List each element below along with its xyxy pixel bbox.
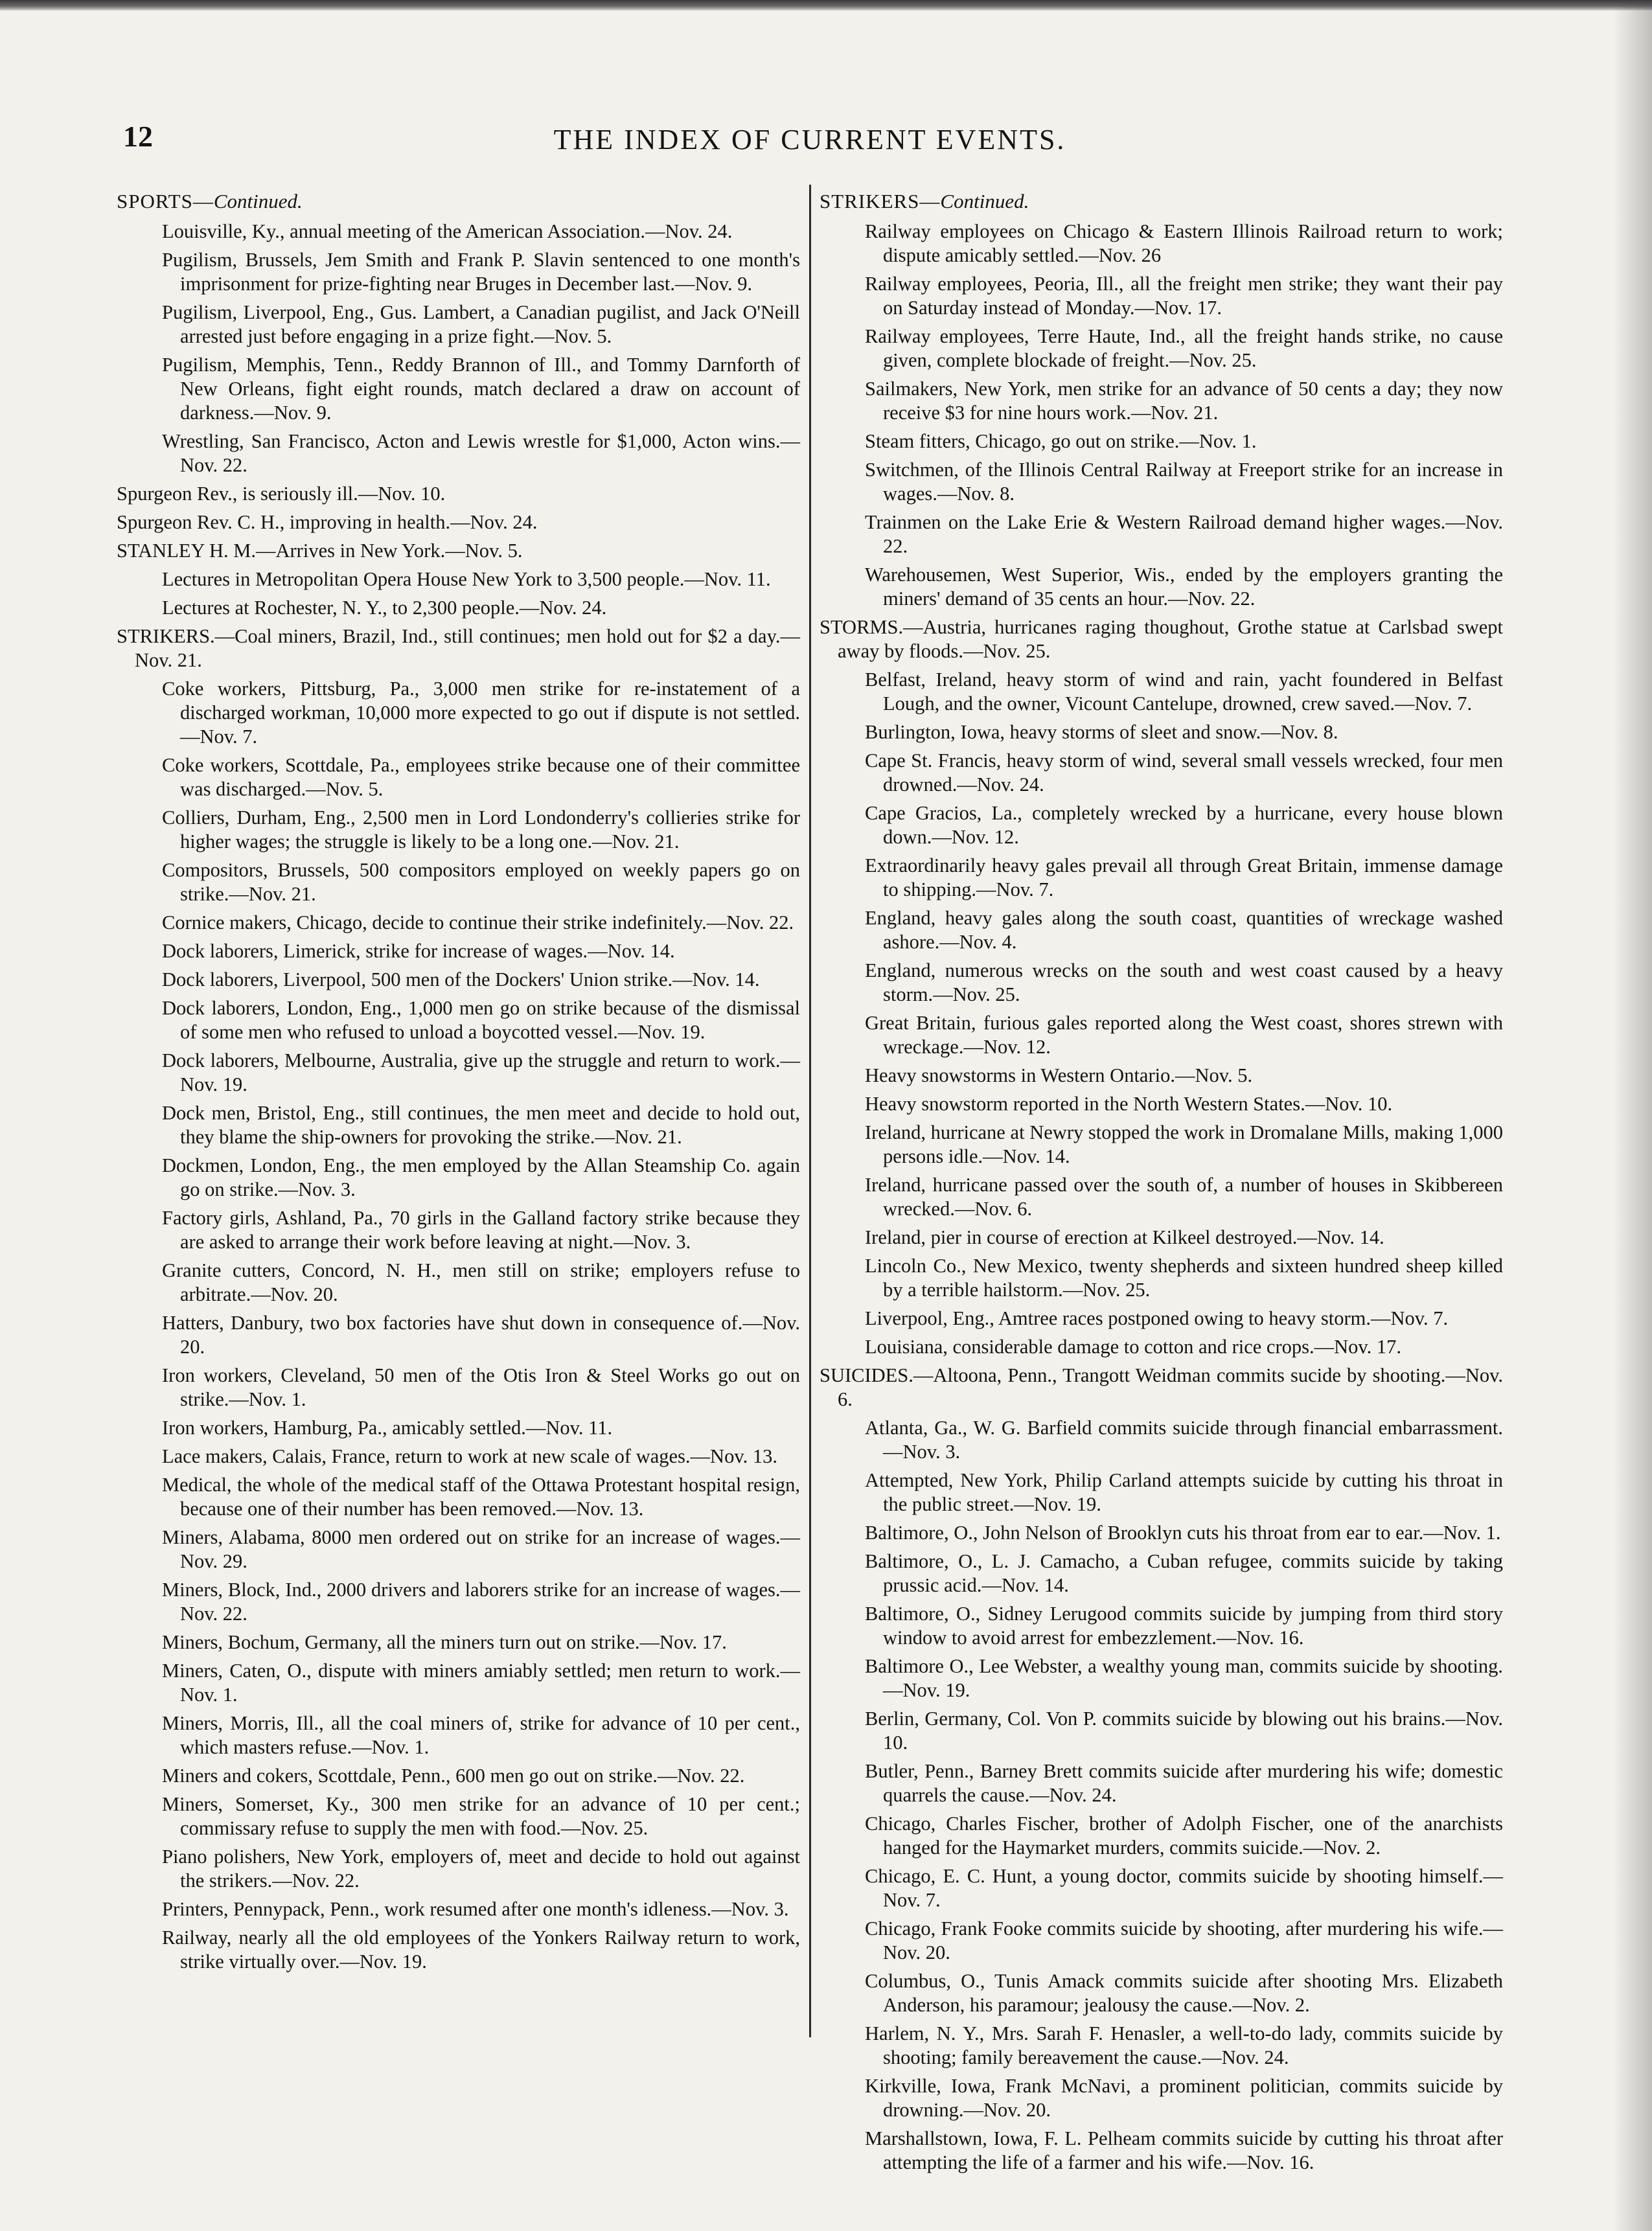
index-entry: Columbus, O., Tunis Amack commits suicide after shooting Mrs. Elizabeth Anderson, his paramour; jealousy the cause.—Nov. 2. [865,1970,1503,2016]
index-entry: Trainmen on the Lake Erie & Western Railroad demand higher wages.—Nov. 22. [865,511,1503,557]
right-column [820,189,1503,2179]
index-entry: Ireland, pier in course of erection at Kilkeel destroyed.—Nov. 14. [865,1226,1384,1248]
index-entry: Railway employees on Chicago & Eastern Illinois Railroad return to work; dispute amicably settled.—Nov. 26 [865,220,1503,266]
index-entry: Dock laborers, Liverpool, 500 men of the Dockers' Union strike.—Nov. 14. [162,968,760,990]
index-entry: Cape Gracios, La., completely wrecked by a hurricane, every house blown down.—Nov. 12. [865,802,1503,848]
index-entry: Pugilism, Brussels, Jem Smith and Frank P. Slavin sentenced to one month's imprisonment for prize-fighting near Bruges in December last.—Nov. 9. [162,249,800,295]
index-entry: Baltimore, O., John Nelson of Brooklyn cuts his throat from ear to ear.—Nov. 1. [865,1522,1501,1544]
index-entry: Steam fitters, Chicago, go out on strike.—Nov. 1. [865,430,1257,452]
index-entry: Compositors, Brussels, 500 compositors employed on weekly papers go on strike.—Nov. 21. [162,859,800,905]
top-border [0,0,1652,10]
left-column-heading [117,189,800,213]
index-entry: Baltimore, O., Sidney Lerugood commits suicide by jumping from third story window to avoid arrest for embezzlement.—Nov. 16. [865,1603,1503,1649]
index-entry: Miners, Somerset, Ky., 300 men strike for an advance of 10 per cent.; commissary refuse to supply the men with food.—Nov. 25. [162,1793,800,1839]
index-entry: England, numerous wrecks on the south and west coast caused by a heavy storm.—Nov. 25. [865,959,1503,1005]
index-entry: Ireland, hurricane passed over the south of, a number of houses in Skibbereen wrecked.—Nov. 6. [865,1174,1503,1220]
index-entry: Butler, Penn., Barney Brett commits suicide after murdering his wife; domestic quarrels the cause.—Nov. 24. [865,1760,1503,1806]
index-entry: Lectures at Rochester, N. Y., to 2,300 people.—Nov. 24. [162,597,607,619]
index-entry: Colliers, Durham, Eng., 2,500 men in Lord Londonderry's collieries strike for higher wages; the struggle is likely to be a long one.—Nov. 21. [162,807,800,852]
page-number: 12 [123,120,153,153]
index-entry: Spurgeon Rev., is seriously ill.—Nov. 10. [117,483,446,505]
index-entry: Great Britain, furious gales reported along the West coast, shores strewn with wreckage.—Nov. 12. [865,1012,1503,1058]
heading-continued: Continued. [213,190,303,212]
index-entry: Miners, Caten, O., dispute with miners amiably settled; men return to work.—Nov. 1. [162,1660,800,1706]
index-entry: Lace makers, Calais, France, return to work at new scale of wages.—Nov. 13. [162,1445,777,1467]
heading-category: STRIKERS— [820,190,941,212]
index-entry: Printers, Pennypack, Penn., work resumed after one month's idleness.—Nov. 3. [162,1898,789,1920]
index-entry: Baltimore O., Lee Webster, a wealthy young man, commits suicide by shooting.—Nov. 19. [865,1655,1503,1701]
index-entry: Dockmen, London, Eng., the men employed by the Allan Steamship Co. again go on strike.—Nov. 3. [162,1154,800,1200]
index-entry: Burlington, Iowa, heavy storms of sleet and snow.—Nov. 8. [865,721,1338,743]
index-entry: Chicago, Frank Fooke commits suicide by shooting, after murdering his wife.—Nov. 20. [865,1917,1503,1963]
column-divider [809,185,811,2037]
index-entry: Lincoln Co., New Mexico, twenty shepherds and sixteen hundred sheep killed by a terrible hailstorm.—Nov. 25. [865,1255,1503,1301]
index-entry: Louisiana, considerable damage to cotton and rice crops.—Nov. 17. [865,1336,1402,1358]
index-entry: STRIKERS.—Coal miners, Brazil, Ind., still continues; men hold out for $2 a day.—Nov. 21. [117,625,800,671]
index-entry: Hatters, Danbury, two box factories have shut down in consequence of.—Nov. 20. [162,1312,800,1358]
index-entry: STANLEY H. M.—Arrives in New York.—Nov. 5. [117,540,523,562]
index-entry: Switchmen, of the Illinois Central Railway at Freeport strike for an increase in wages.—Nov. 8. [865,459,1503,505]
index-entry: Railway employees, Peoria, Ill., all the freight men strike; they want their pay on Saturday instead of Monday.—Nov. 17. [865,273,1503,319]
index-entry: England, heavy gales along the south coast, quantities of wreckage washed ashore.—Nov. 4. [865,907,1503,953]
index-entry: Iron workers, Hamburg, Pa., amicably settled.—Nov. 11. [162,1417,613,1439]
index-entry: Cape St. Francis, heavy storm of wind, several small vessels wrecked, four men drowned.—Nov. 24. [865,749,1503,795]
index-entry: Chicago, Charles Fischer, brother of Adolph Fischer, one of the anarchists hanged for the Haymarket murders, commits suicide.—Nov. 2. [865,1813,1503,1859]
heading-category: SPORTS— [117,190,214,212]
index-entry: Miners, Alabama, 8000 men ordered out on strike for an increase of wages.—Nov. 29. [162,1526,800,1572]
index-entry: Extraordinarily heavy gales prevail all through Great Britain, immense damage to shipping.—Nov. 7. [865,854,1503,900]
left-column [117,189,800,1978]
index-entry: Belfast, Ireland, heavy storm of wind and rain, yacht foundered in Belfast Lough, and the owner, Vicount Cantelupe, drowned, crew saved.—Nov. 7. [865,669,1503,715]
right-column-heading [820,189,1503,213]
index-entry: Sailmakers, New York, men strike for an advance of 50 cents a day; they now receive $3 for nine hours work.—Nov. 21. [865,378,1503,424]
index-entry: SUICIDES.—Altoona, Penn., Trangott Weidman commits sucide by shooting.—Nov. 6. [820,1364,1503,1410]
index-entry: Coke workers, Pittsburg, Pa., 3,000 men strike for re-instatement of a discharged workman, 10,000 more expected to go out if dispute is not settled.—Nov. 7. [162,678,800,748]
index-entry: Kirkville, Iowa, Frank McNavi, a prominent politician, commits suicide by drowning.—Nov. 20. [865,2075,1503,2121]
index-entry: Cornice makers, Chicago, decide to continue their strike indefinitely.—Nov. 22. [162,911,794,933]
index-entry: Spurgeon Rev. C. H., improving in health.—Nov. 24. [117,511,538,533]
index-entry: Dock laborers, Limerick, strike for increase of wages.—Nov. 14. [162,940,675,962]
index-entry: Louisville, Ky., annual meeting of the American Association.—Nov. 24. [162,220,733,242]
index-entry: Medical, the whole of the medical staff of the Ottawa Protestant hospital resign, because one of their number has been removed.—Nov. 13. [162,1474,800,1520]
index-entry: Miners, Bochum, Germany, all the miners turn out on strike.—Nov. 17. [162,1631,727,1653]
index-entry: Warehousemen, West Superior, Wis., ended by the employers granting the miners' demand of 35 cents an hour.—Nov. 22. [865,564,1503,610]
index-entry: Miners, Block, Ind., 2000 drivers and laborers strike for an increase of wages.—Nov. 22. [162,1579,800,1625]
index-entry: Lectures in Metropolitan Opera House New York to 3,500 people.—Nov. 11. [162,568,771,590]
index-entry: Atlanta, Ga., W. G. Barfield commits suicide through financial embarrassment.—Nov. 3. [865,1417,1503,1463]
heading-continued: Continued. [940,190,1029,212]
index-entry: Pugilism, Liverpool, Eng., Gus. Lambert, a Canadian pugilist, and Jack O'Neill arrested just before engaging in a prize fight.—Nov. 5. [162,301,800,347]
index-entry: Pugilism, Memphis, Tenn., Reddy Brannon of Ill., and Tommy Darnforth of New Orleans, fight eight rounds, match declared a draw on account of darkness.—Nov. 9. [162,354,800,424]
index-entry: Ireland, hurricane at Newry stopped the work in Dromalane Mills, making 1,000 persons idle.—Nov. 14. [865,1121,1503,1167]
index-entry: Attempted, New York, Philip Carland attempts suicide by cutting his throat in the public street.—Nov. 19. [865,1469,1503,1515]
index-entry: Wrestling, San Francisco, Acton and Lewis wrestle for $1,000, Acton wins.—Nov. 22. [162,430,800,476]
index-entry: Liverpool, Eng., Amtree races postponed owing to heavy storm.—Nov. 7. [865,1307,1449,1329]
running-title: THE INDEX OF CURRENT EVENTS. [553,124,1066,155]
index-entry: Dock laborers, London, Eng., 1,000 men go on strike because of the dismissal of some men who refused to unload a boycotted vessel.—Nov. 19. [162,997,800,1043]
index-entry: Heavy snowstorms in Western Ontario.—Nov. 5. [865,1064,1253,1086]
page-edge-shadow [1613,0,1652,2231]
index-entry: Granite cutters, Concord, N. H., men still on strike; employers refuse to arbitrate.—Nov. 20. [162,1259,800,1305]
left-entry-list [117,220,800,1974]
index-entry: Piano polishers, New York, employers of, meet and decide to hold out against the strikers.—Nov. 22. [162,1846,800,1892]
index-entry: Coke workers, Scottdale, Pa., employees strike because one of their committee was discharged.—Nov. 5. [162,754,800,800]
page-header [117,115,1503,161]
index-entry: Miners and cokers, Scottdale, Penn., 600 men go out on strike.—Nov. 22. [162,1765,745,1787]
index-entry: Iron workers, Cleveland, 50 men of the Otis Iron & Steel Works go out on strike.—Nov. 1. [162,1364,800,1410]
index-entry: Railway employees, Terre Haute, Ind., all the freight hands strike, no cause given, complete blockade of freight.—Nov. 25. [865,325,1503,371]
index-entry: Baltimore, O., L. J. Camacho, a Cuban refugee, commits suicide by taking prussic acid.—Nov. 14. [865,1550,1503,1596]
index-entry: Factory girls, Ashland, Pa., 70 girls in the Galland factory strike because they are asked to arrange their work before leaving at night.—Nov. 3. [162,1207,800,1253]
index-entry: Berlin, Germany, Col. Von P. commits suicide by blowing out his brains.—Nov. 10. [865,1708,1503,1754]
index-entry: Marshallstown, Iowa, F. L. Pelheam commits suicide by cutting his throat after attempting the life of a farmer and his wife.—Nov. 16. [865,2127,1503,2173]
index-entry: STORMS.—Austria, hurricanes raging thoughout, Grothe statue at Carlsbad swept away by floods.—Nov. 25. [820,616,1503,662]
index-entry: Miners, Morris, Ill., all the coal miners of, strike for advance of 10 per cent., which masters refuse.—Nov. 1. [162,1712,800,1758]
index-entry: Dock men, Bristol, Eng., still continues, the men meet and decide to hold out, they blame the ship-owners for provoking the strike.—Nov. 21. [162,1102,800,1148]
index-entry: Heavy snowstorm reported in the North Western States.—Nov. 10. [865,1093,1393,1115]
index-entry: Railway, nearly all the old employees of the Yonkers Railway return to work, strike virtually over.—Nov. 19. [162,1927,800,1973]
index-entry: Harlem, N. Y., Mrs. Sarah F. Henasler, a well-to-do lady, commits suicide by shooting; family bereavement the cause.—Nov. 24. [865,2022,1503,2068]
index-entry: Dock laborers, Melbourne, Australia, give up the struggle and return to work.—Nov. 19. [162,1049,800,1095]
right-entry-list [820,220,1503,2175]
index-entry: Chicago, E. C. Hunt, a young doctor, commits suicide by shooting himself.—Nov. 7. [865,1865,1503,1911]
